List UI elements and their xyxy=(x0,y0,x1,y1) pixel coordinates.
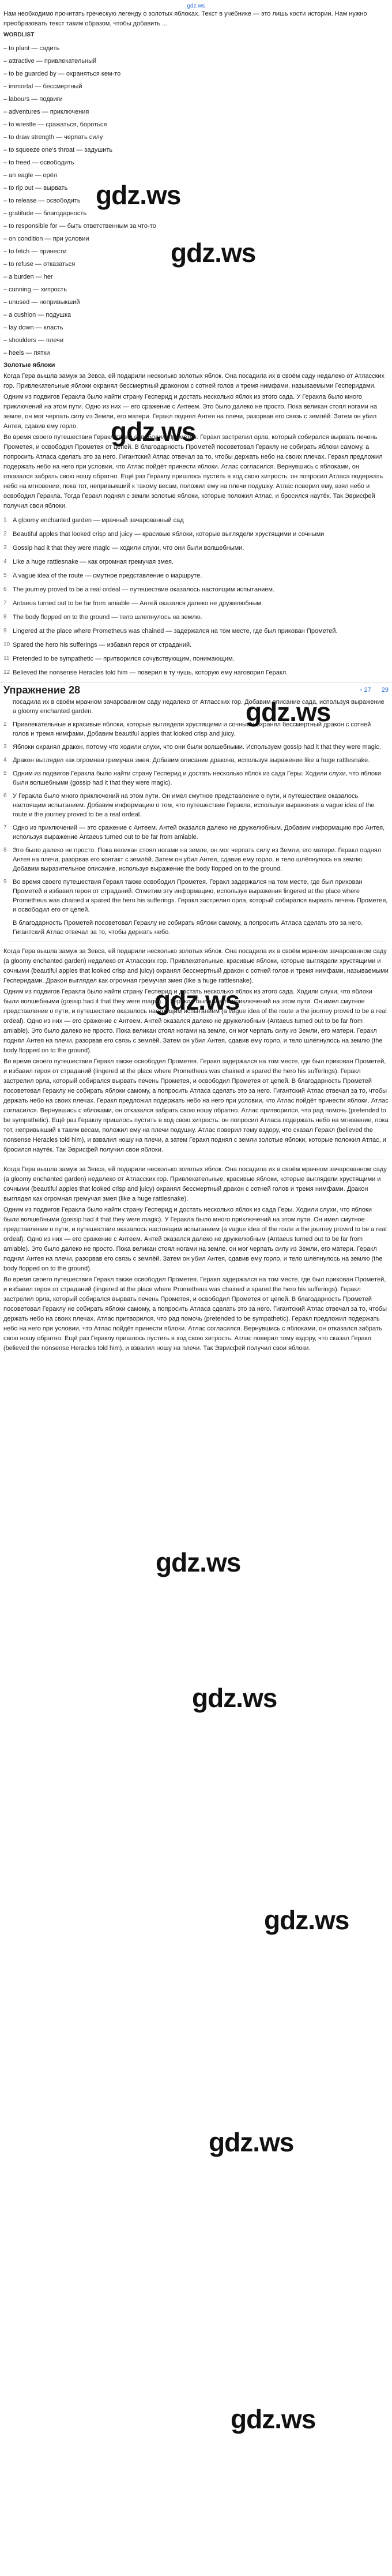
question-number: 2 xyxy=(3,531,7,537)
watermark: gdz.ws xyxy=(154,985,240,1015)
question-text: A vague idea of the route — смутное представление о маршруте. xyxy=(13,572,202,579)
exercise-bar xyxy=(0,682,392,698)
top-link[interactable]: gdz.ws xyxy=(187,3,205,9)
answer-item xyxy=(3,846,389,873)
question-number: 8 xyxy=(3,614,7,620)
wordlist-item: – an eagle — орёл xyxy=(3,172,58,179)
question-number: 12 xyxy=(3,669,10,676)
question-item xyxy=(3,668,389,677)
wordlist-item: – unused — непривыкший xyxy=(3,299,80,306)
story xyxy=(3,372,389,511)
wordlist-item: – to squeeze one's throat — задушить xyxy=(3,147,113,153)
wordlist-item: – to wrestle — сражаться, бороться xyxy=(3,121,107,128)
wordlist-item: – lay down — класть xyxy=(3,324,63,331)
question-item xyxy=(3,654,389,663)
final-paragraph: Во время своего путешествия Геракл также освободил Прометея. Геракл задержался на том месте, где был прикован Прометей, и избавил героя от страданий (lingered at the place where Prometheus was chained и spared the hero his sufferings). Геракл застрелил орла, который собирался вырвать печень Прометея, и освободил Прометея от цепей. В благодарность Прометей посоветовал Гераклу не собирать яблоки самому, а попросить Атласа сделать это за него. Гигантский Атлас отвечал за то, чтобы держать небо на своих плечах. Геракл предложил подержать небо на него при условии, что Атлас пойдёт принести яблоки. Атлас согласился. Вернувшись с яблоками, он отказался забрать свою ношу обратно. Атлас притворился, что рад помочь (pretended to be sympathetic). Ещё раз Гераклу пришлось пустить в ход свою хитрость: он попросил Атласа подержать небо на мгновение, пока тот, непривыкший к таким весам, положил ему на плечи подушку. Атлас поверил тому вздору, что сказал Геракл (believed the nonsense Heracles told him), и взвалил ношу на плечи, а затем Геракл поднял с земли золотые яблоки, которые положил Атлас, и бросился наутёк. Так Эврисфей получил свои яблоки. xyxy=(3,1058,389,1153)
question-item xyxy=(3,627,389,636)
wordlist-item: – a cushion — подушка xyxy=(3,312,71,318)
question-number: 4 xyxy=(3,558,7,565)
intro-text: Нам необходимо прочитать греческую легенду о золотых яблоках. Текст в учебнике — это лишь кости истории. Нам нужно преобразовать текст таким образом, чтобы добавить ... xyxy=(3,10,367,27)
wordlist-item: – cunning — хитрость xyxy=(3,286,67,293)
final-story-1 xyxy=(3,947,389,1155)
wordlist-item: – a burden — her xyxy=(3,273,53,280)
final-paragraph: Во время своего путешествия Геракл также освободил Прометея. Геракл задержался на том месте, где был прикован Прометей, и избавил героя от страданий (lingered at the place where Prometheus was chained и spared the hero his sufferings). Геракл застрелил орла, который собирался вырвать печень Прометея, и освободил Прометея от цепей. В благодарность Прометей посоветовал Гераклу не собирать яблоки самому, а попросить Атласа сделать это за него. Гигантский Атлас отвечал за то, чтобы держать небо на своих плечах. Атлас притворился, что рад помочь (pretended to be sympathetic). Геракл предложил подержать небо на него при условии, что Атлас пойдёт принести яблоки. Атлас согласился. Вернувшись с яблоками, он отказался забрать свою ношу обратно. Ещё раз Гераклу пришлось пустить в ход свою хитрость. Атлас поверил тому вздору, что сказал Геракл (believed the nonsense Heracles told him), и взвалил ношу на плечи. Так Эврисфей получил свои яблоки. xyxy=(3,1276,387,1352)
next-exercise-link[interactable]: 29 xyxy=(381,686,389,693)
question-text: The body flopped on to the ground — тело шлепнулось на землю. xyxy=(13,614,202,621)
wordlist-item: – adventures — приключения xyxy=(3,108,89,115)
answer-text: Это было далеко не просто. Пока великан стоял ногами на земле, он мог черпать силу из Земли, его матери. Геракл поднял Антея на плечи, разорвав его контакт с землёй. Затем он убил Антея, сдавив ему горло, и тело шлёпнулось на землю. Добавим выразительное описание, используя выражение the body flopped on to the ground. xyxy=(13,847,382,872)
prev-exercise-link[interactable]: ‹ 27 xyxy=(360,686,371,693)
answer-item xyxy=(3,823,389,842)
question-item xyxy=(3,516,389,525)
answer-text: Дракон выглядел как огромная гремучая змея. Добавим описание дракона, используя выражение like a huge rattlesnake. xyxy=(13,757,370,764)
answer-item xyxy=(3,756,389,765)
question-number: 1 xyxy=(3,517,7,523)
wordlist-item: – to draw strength — черпать силу xyxy=(3,134,103,141)
story-paragraph: Во время своего путешествия Геракл также освободил Прометея. Геракл застрелил орла, который собирался вырвать печень Прометея, и освободил Прометея от цепей. В благодарность Прометей посоветовал Гераклу не собирать яблоки самому, а попросить Атласа сделать это за него. Гигантский Атлас отвечал за то, чтобы держать небо на своих плечах. Геракл предложил подержать небо на него при условии, что Атлас пойдёт принести яблоки. Атлас согласился. Вернувшись с яблоками, он отказался забрать свою ношу обратно. Ещё раз Гераклу пришлось пустить в ход свою хитрость: он попросил Атласа подержать небо на мгновение, пока тот, непривыкший к такому весам, положил ему на плечи подушку. Атлас поверил ему, взял небо и освободил Геракла. Тогда Геракл поднял с земли золотые яблоки, которые положил Атлас, и бросился наутёк. Так Эврисфей получил свои яблоки. xyxy=(3,434,383,509)
answer-item xyxy=(3,792,389,819)
wordlist-item: – labours — подвиги xyxy=(3,96,63,103)
answer-number: 7 xyxy=(3,824,7,831)
question-text: Believed the nonsense Heracles told him — поверил в ту чушь, которую ему наговорил Геракл. xyxy=(13,669,288,676)
question-number: 10 xyxy=(3,642,10,648)
exercise-title: Упражнение 28 xyxy=(3,684,81,696)
answer-number: 6 xyxy=(3,793,7,799)
answer-text: В благодарность Прометей посоветовал Гераклу не собирать яблоки самому, а попросить Атласа сделать это за него. Гигантский Атлас отвечал за то, чтобы держать небо. xyxy=(13,920,363,936)
answer-item xyxy=(3,720,389,738)
wordlist-item: – to plant — садить xyxy=(3,45,60,52)
answer-text: Одним из подвигов Геракла было найти страну Гесперид и достать несколько яблок из сада Геры. Ходили слухи, что яблоки были волшебными (gossip had it that they were magic). xyxy=(13,770,381,786)
watermark: gdz.ws xyxy=(209,2127,294,2157)
answer-item xyxy=(3,918,389,937)
content xyxy=(0,9,392,677)
wordlist-item: – to fetch — принести xyxy=(3,248,67,255)
wordlist-item: – attractive — привлекательный xyxy=(3,58,97,65)
wordlist-item: – to responsible for — быть ответственным за что-то xyxy=(3,223,156,230)
question-number: 6 xyxy=(3,586,7,593)
question-text: Gossip had it that they were magic — ходили слухи, что они были волшебными. xyxy=(13,545,244,552)
question-item xyxy=(3,557,389,567)
answer-item xyxy=(3,697,389,727)
wordlist-item: – to release — освободить xyxy=(3,197,81,204)
answer-text: У Геракла было много приключений на этом пути. Он имел смутное представление о пути, и путешествие оказалось настоящим испытанием. Добавим информацию о том, что путешествие Геракла, используя выражения a vague idea of the route и the journey proved to be a real ordeal. xyxy=(13,793,375,818)
question-text: Antaeus turned out to be far from amiable — Антей оказался далеко не дружелюбным. xyxy=(13,600,263,607)
answer-item xyxy=(3,743,389,752)
question-number: 11 xyxy=(3,655,10,662)
answer-number: 8 xyxy=(3,847,7,853)
question-item xyxy=(3,571,389,580)
answers-list xyxy=(3,698,389,937)
answer-number: 2 xyxy=(3,721,7,728)
question-item xyxy=(3,613,389,622)
question-text: Beautiful apples that looked crisp and juicy — красивые яблоки, которые выглядели хрустящими и сочными xyxy=(13,531,325,538)
answer-number: 3 xyxy=(3,744,7,750)
answer-text: посадила их в своём мрачном зачарованном саду недалеко от Атласских гор. Добавим описание сада, используя выражение a gloomy enchanted garden. xyxy=(13,699,385,715)
answer-text: Во время своего путешествия Геракл также освободил Прометея. Геракл задержался на том месте, где был прикован Прометей и избавил героя от страданий. Отметим эту информацию, используя выражения lingered at the place where Prometheus was chained и spared the hero his sufferings. Геракл застрелил орла, который собирался вырвать печень Прометея, и освободил его от цепей. xyxy=(13,879,388,913)
wordlist-item: – heels — пятки xyxy=(3,350,50,357)
final-story-2 xyxy=(3,1165,389,1353)
answer-text: Одно из приключений — это сражение с Антеем. Антей оказался далеко не дружелюбным. Добавим информацию про Антея, используя выражение Antaeus turned out to be far from amiable. xyxy=(13,824,385,841)
wordlist-item: – to freed — освободить xyxy=(3,159,74,166)
wordlist-title: WORDLIST xyxy=(3,32,35,38)
wordlist-item: – on condition — при условии xyxy=(3,235,89,242)
final-paragraph: Одним из подвигов Геракла было найти страну Гесперид и достать несколько яблок из этого сада. Ходили слухи, что яблоки были волшебными (gossip had it that they were magic). У Геракла было много приключений на этом пути. Он имел смутное представление о пути, и путешествие оказалось настоящим испытанием (a vague idea of the route и the journey proved to be a real ordeal). Одно из них — его сражение с Антеем. Антей оказался далеко не дружелюбным (Antaeus turned out to be far from amiable). Это было далеко не просто. Пока великан стоял ногами на земле, он мог черпать силу из Земли, его матери. Геракл поднял Антея на плечи, разорвав его связь с землёй. Затем он убил Антея, сдавив ему горло, и тело шлёпнулось на землю (the body flopped on to the ground). xyxy=(3,988,387,1054)
final-paragraph: Когда Гера вышла замуж за Зевса, ей подарили несколько золотых яблок. Она посадила их в своём мрачном зачарованном саду (a gloomy enchanted garden) недалеко от Атласских гор. Привлекательные, красивые яблоки, которые выглядели хрустящими и сочными (beautiful apples that looked crisp and juicy) охранял бессмертный дракон с сотней голов и тремя нимфами, называемыми Гесперидами. Дракон выглядел как огромная гремучая змея (like a huge rattlesnake). xyxy=(3,948,389,984)
question-text: Lingered at the place where Prometheus was chained — задержался на том месте, где был прикован Прометей. xyxy=(13,628,338,635)
questions-list xyxy=(3,516,389,677)
answer-number: 5 xyxy=(3,770,7,777)
chevron-left-icon: ‹ xyxy=(360,686,364,693)
wordlist-item: – shoulders — плечи xyxy=(3,337,63,344)
watermark: gdz.ws xyxy=(231,2404,316,2434)
story-title: Золотые яблоки xyxy=(3,362,55,369)
question-text: A gloomy enchanted garden — мрачный зачарованный сад xyxy=(13,517,184,524)
watermark: gdz.ws xyxy=(246,697,331,727)
story-paragraph: Когда Гера вышла замуж за Зевса, ей подарили несколько золотых яблок. Она посадила их в своём саду недалеко от Атласских гор. Привлекательные яблоки охранял бессмертный драконом с сотней голов и тремя нимфами, называемыми Гесперидами. xyxy=(3,373,385,389)
watermark: gdz.ws xyxy=(156,1547,241,1577)
question-text: Spared the hero his sufferings — избавил героя от страданий. xyxy=(13,642,192,648)
watermark: gdz.ws xyxy=(192,1683,277,1713)
answer-number: 4 xyxy=(3,757,7,763)
wordlist-item: – immortal — бессмертный xyxy=(3,83,82,90)
answer-text: Яблоки охранял дракон, потому что ходили слухи, что они были волшебными. Используем gossip had it that they were magic. xyxy=(13,744,381,751)
question-item xyxy=(3,543,389,553)
question-item xyxy=(3,599,389,608)
answer-item xyxy=(3,769,389,788)
question-text: Like a huge rattlesnake — как огромная гремучая змея. xyxy=(13,558,174,565)
question-number: 3 xyxy=(3,545,7,551)
question-item xyxy=(3,530,389,539)
wordlist-item: – gratitude — благодарность xyxy=(3,210,87,217)
wordlist-item: – to be guarded by — охраняться кем-то xyxy=(3,70,121,77)
question-number: 5 xyxy=(3,572,7,579)
watermark: gdz.ws xyxy=(111,417,196,447)
question-text: Pretended to be sympathetic — притворился сочувствующим, понимающим. xyxy=(13,655,235,662)
question-item xyxy=(3,640,389,650)
final-paragraph: Одним из подвигов Геракла было найти страну Гесперид и достать несколько яблок из сада Геры. Ходили слухи, что яблоки были волшебными (gossip had it that they were magic). У Геракла было много приключений на этом пути. Он имел смутное представление о пути, и путешествие оказалось настоящим испытанием (a vague idea of the route и the journey proved to be a real ordeal). Одно из них — его сражение с Антеем. Антей оказался далеко не дружелюбным (Antaeus turned out to be far from amiable). Это было далеко не просто. Пока великан стоял ногами на земле, он мог черпать силу из Земли, его матери. Геракл поднял Антея на плечи, разорвав его связь с землёй. Затем он убил Антея, сдавив ему горло, и тело шлёпнулось на землю (the body flopped on to the ground). xyxy=(3,1206,387,1272)
question-number: 9 xyxy=(3,628,7,634)
answer-item xyxy=(3,878,389,914)
watermark: gdz.ws xyxy=(264,1905,349,1935)
wordlist xyxy=(3,42,389,359)
watermark: gdz.ws xyxy=(96,180,181,210)
answer-text: Привлекательные и красивые яблоки, которые выглядели хрустящими и сочными охранял бессмертный дракон с сотней голов и тремя нимфами. Добавим beautiful apples that looked crisp and juicy. xyxy=(13,721,371,737)
exercise-nav xyxy=(360,685,389,695)
final-paragraph: Когда Гера вышла замуж за Зевса, ей подарили несколько золотых яблок. Она посадила их в своём мрачном зачарованном саду (a gloomy enchanted garden) недалеко от Атласских гор. Привлекательные, красивые яблоки, которые выглядели хрустящими и сочными (beautiful apples that looked crisp and juicy) охранял бессмертный дракон с сотней голов и тремя нимфами. Дракон выглядел как огромная гремучая змея (like a huge rattlesnake). xyxy=(3,1166,387,1202)
watermark: gdz.ws xyxy=(171,238,256,268)
wordlist-item: – to refuse — отказаться xyxy=(3,261,76,268)
story-paragraph: Одним из подвигов Геракла было найти страну Гесперид и достать несколько яблок из этого сада. У Геракла было много приключений на этом пути. Одно из них — его сражение с Антеем. Это было далеко не просто. Пока великан стоял ногами на земле, он мог черпать силу из Земли, его матери. Геракл поднял Антея на плечи, разорвав его связь с землёй. Затем он убил Антея, сдавив ему горло. xyxy=(3,393,378,430)
answer-number: 9 xyxy=(3,879,7,885)
question-item xyxy=(3,585,389,594)
question-text: The journey proved to be a real ordeal — путешествие оказалось настоящим испытанием. xyxy=(13,586,275,593)
answers xyxy=(0,698,392,1353)
wordlist-item: – to rip out — вырвать xyxy=(3,185,68,192)
question-number: 7 xyxy=(3,600,7,606)
